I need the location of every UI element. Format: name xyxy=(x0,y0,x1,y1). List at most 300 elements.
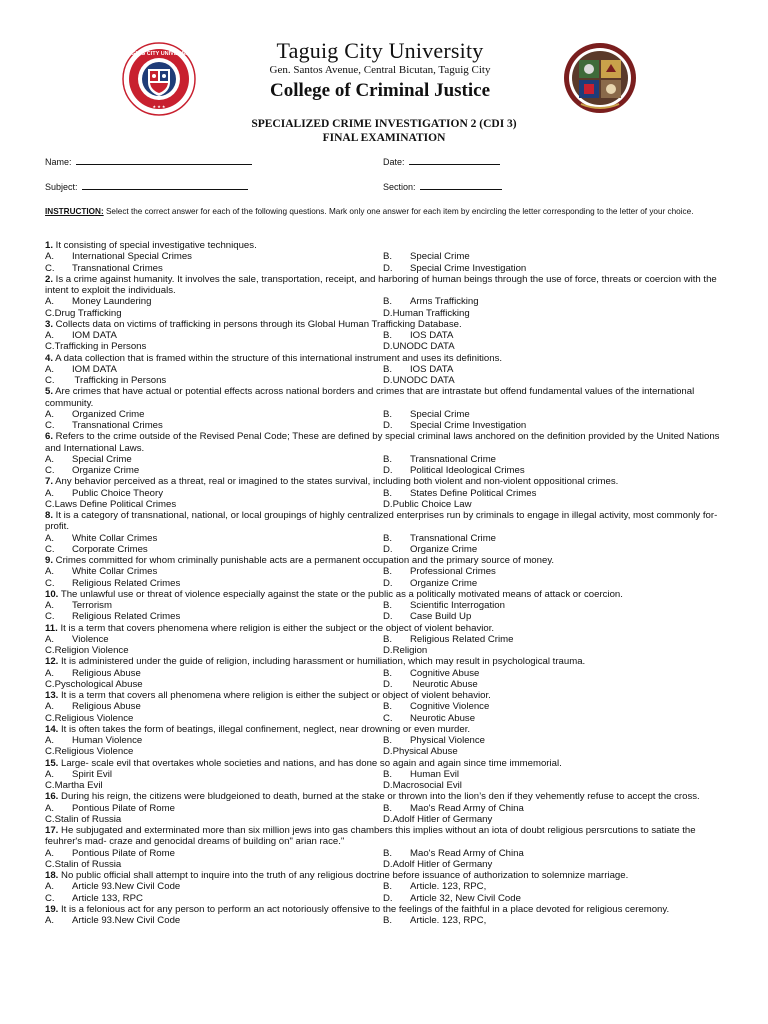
option-letter: A. xyxy=(45,735,55,746)
answer-option[interactable] xyxy=(383,454,721,465)
option-letter: B. xyxy=(383,453,393,465)
option-letter: C. xyxy=(45,678,55,690)
answer-option[interactable] xyxy=(383,488,721,499)
answer-option[interactable] xyxy=(45,533,383,544)
answer-option[interactable] xyxy=(45,375,383,386)
answer-option[interactable] xyxy=(383,600,721,611)
answer-option[interactable] xyxy=(383,611,721,622)
answer-option[interactable] xyxy=(383,735,721,746)
question-text: It is a felonious act for any person to perform an act notoriously offensive to the feelings of the faithful in a place devoted for religious ceremony. xyxy=(58,903,670,915)
question-stem xyxy=(45,555,725,566)
option-letter: B. xyxy=(383,408,393,420)
answer-option[interactable] xyxy=(383,308,721,319)
question-item xyxy=(45,904,725,927)
question-text: Any behavior perceived as a threat, real or imagined to the states survival, including both violent and non-violent oppositional crimes. xyxy=(53,476,619,488)
instruction-paragraph xyxy=(45,207,725,217)
option-label: Spirit Evil xyxy=(72,768,112,780)
answer-option[interactable] xyxy=(45,488,383,499)
option-row xyxy=(45,701,725,712)
option-letter: C. xyxy=(45,712,55,724)
option-letter: C. xyxy=(45,780,55,791)
answer-option[interactable] xyxy=(45,859,383,870)
question-item xyxy=(45,623,725,657)
answer-option[interactable] xyxy=(45,465,383,476)
answer-option[interactable] xyxy=(383,364,721,375)
answer-option[interactable] xyxy=(383,915,721,926)
svg-text:TAGUIG CITY UNIVERSITY: TAGUIG CITY UNIVERSITY xyxy=(124,51,194,57)
question-number: 17. xyxy=(45,825,59,836)
question-number: 19. xyxy=(45,903,59,915)
option-letter: C. xyxy=(45,577,55,589)
option-row xyxy=(45,465,725,476)
question-text: During his reign, the citizens were bludgeioned to death, burned at the stake or thrown into the lion’s den if they vehemently refuse to accept the cross. xyxy=(58,791,700,803)
answer-option[interactable] xyxy=(45,544,383,555)
question-number: 4. xyxy=(45,352,54,364)
answer-option[interactable] xyxy=(383,803,721,814)
option-label: Mao's Read Army of China xyxy=(410,847,524,859)
option-letter: B. xyxy=(383,251,393,263)
answer-option[interactable] xyxy=(45,780,383,791)
option-row xyxy=(45,611,725,622)
option-letter: A. xyxy=(45,802,55,814)
option-label: Organize Crime xyxy=(410,543,478,555)
answer-option[interactable] xyxy=(383,420,721,431)
option-label: Article 93.New Civil Code xyxy=(72,915,181,926)
answer-option[interactable] xyxy=(45,746,383,757)
option-label: Professional Crimes xyxy=(410,566,496,578)
option-row xyxy=(45,499,725,510)
instruction-text: Select the correct answer for each of the following questions. Mark only one answer for each item by encircling the letter corresponding to the letter of your choice. xyxy=(103,207,694,216)
question-text: Collects data on victims of trafficking in persons through its Global Human Trafficking Database. xyxy=(53,318,462,330)
question-number: 3. xyxy=(45,318,54,330)
question-stem xyxy=(45,690,725,701)
option-row xyxy=(45,308,725,319)
option-label: Pontious Pilate of Rome xyxy=(72,847,175,859)
question-text: A data collection that is framed within the structure of this international instrument and uses its definitions. xyxy=(53,352,503,364)
option-row xyxy=(45,341,725,352)
option-label: IOM DATA xyxy=(72,330,117,341)
option-row xyxy=(45,566,725,577)
option-label: Transnational Crimes xyxy=(72,420,163,431)
answer-option[interactable] xyxy=(45,668,383,679)
option-label: Violence xyxy=(72,633,109,645)
subject-blank[interactable] xyxy=(82,180,248,190)
question-stem xyxy=(45,870,725,881)
answer-option[interactable] xyxy=(45,600,383,611)
option-row xyxy=(45,420,725,431)
instruction-lead: INSTRUCTION: xyxy=(45,207,104,216)
option-label: Human Evil xyxy=(410,768,460,780)
answer-option[interactable] xyxy=(383,634,721,645)
option-letter: A. xyxy=(45,768,55,780)
university-address: Gen. Santos Avenue, Central Bicutan, Taguig City xyxy=(269,64,491,76)
answer-option[interactable] xyxy=(45,251,383,262)
option-letter: A. xyxy=(45,532,55,544)
option-letter: D. xyxy=(383,780,393,791)
question-stem xyxy=(45,240,725,251)
answer-option[interactable] xyxy=(45,735,383,746)
option-letter: B. xyxy=(383,881,393,893)
answer-option[interactable] xyxy=(45,566,383,577)
question-stem xyxy=(45,656,725,667)
option-letter: A. xyxy=(45,701,55,713)
option-row xyxy=(45,364,725,375)
college-seal-logo xyxy=(563,42,637,114)
answer-option[interactable] xyxy=(45,454,383,465)
question-text: It consisting of special investigative techniques. xyxy=(53,240,257,251)
question-item xyxy=(45,476,725,510)
option-label: Special Crime Investigation xyxy=(410,420,527,431)
option-label: Transnational Crime xyxy=(410,453,497,465)
answer-option[interactable] xyxy=(383,330,721,341)
option-row xyxy=(45,713,725,724)
question-item xyxy=(45,431,725,476)
option-letter: C. xyxy=(45,420,55,431)
answer-option[interactable] xyxy=(45,341,383,352)
question-stem xyxy=(45,353,725,364)
answer-option[interactable] xyxy=(383,578,721,589)
option-label: Martha Evil xyxy=(54,780,103,791)
option-label: Human Trafficking xyxy=(392,307,470,319)
option-row xyxy=(45,769,725,780)
question-text: Refers to the crime outside of the Revised Penal Code; These are defined by special criminal laws anchored on the definition provided by the United Nations and International Laws. xyxy=(45,431,720,454)
answer-option[interactable] xyxy=(383,881,721,892)
answer-option[interactable] xyxy=(383,375,721,386)
answer-option[interactable] xyxy=(45,893,383,904)
answer-option[interactable] xyxy=(383,679,721,690)
question-number: 14. xyxy=(45,723,59,735)
option-letter: C. xyxy=(45,858,55,870)
option-letter: B. xyxy=(383,735,393,746)
option-label: Article 93.New Civil Code xyxy=(72,881,181,893)
answer-option[interactable] xyxy=(383,263,721,274)
option-row xyxy=(45,454,725,465)
option-letter: A. xyxy=(45,453,55,465)
option-label: Religious Related Crime xyxy=(410,633,514,645)
question-stem xyxy=(45,904,725,915)
answer-option[interactable] xyxy=(383,713,721,724)
date-field-row xyxy=(383,155,500,168)
option-label: Public Choice Theory xyxy=(72,487,164,499)
option-label: Organize Crime xyxy=(410,577,478,589)
question-number: 12. xyxy=(45,656,59,668)
option-row xyxy=(45,645,725,656)
option-letter: A. xyxy=(45,881,55,893)
option-label: IOM DATA xyxy=(72,363,117,375)
option-letter: A. xyxy=(45,915,55,926)
answer-option[interactable] xyxy=(45,296,383,307)
answer-option[interactable] xyxy=(45,499,383,510)
question-stem xyxy=(45,476,725,487)
option-letter: A. xyxy=(45,296,55,308)
question-text: The unlawful use or threat of violence especially against the state or the public as a politically motivated means of attack or coercion. xyxy=(58,588,623,600)
option-label: Organized Crime xyxy=(72,408,145,420)
question-item xyxy=(45,870,725,904)
answer-option[interactable] xyxy=(383,409,721,420)
option-label: Religious Abuse xyxy=(72,701,141,713)
option-label: Transnational Crime xyxy=(410,532,497,544)
answer-option[interactable] xyxy=(383,668,721,679)
question-text: Crimes committed for whom criminally punishable acts are a permanent occupation and the primary source of money. xyxy=(53,555,555,566)
question-item xyxy=(45,656,725,690)
option-letter: D. xyxy=(383,307,393,319)
question-text: It is a term that covers phenomena where religion is either the subject or the object of violent behavior. xyxy=(57,622,495,634)
option-label: Article 133, RPC xyxy=(72,892,143,904)
answer-option[interactable] xyxy=(45,769,383,780)
option-letter: A. xyxy=(45,847,55,859)
question-item xyxy=(45,791,725,825)
question-list xyxy=(45,240,725,926)
answer-option[interactable] xyxy=(45,409,383,420)
answer-option[interactable] xyxy=(45,679,383,690)
question-stem xyxy=(45,510,725,533)
option-label: Public Choice Law xyxy=(392,498,472,510)
option-letter: D. xyxy=(383,465,393,476)
question-item xyxy=(45,724,725,758)
option-label: Religious Abuse xyxy=(72,667,141,679)
answer-option[interactable] xyxy=(45,611,383,622)
option-label: Laws Define Political Crimes xyxy=(54,498,177,510)
option-label: UNODC DATA xyxy=(392,375,455,386)
option-letter: D. xyxy=(383,577,393,589)
answer-option[interactable] xyxy=(45,634,383,645)
option-label: UNODC DATA xyxy=(392,341,455,353)
option-label: Trafficking in Persons xyxy=(72,375,167,386)
answer-option[interactable] xyxy=(45,330,383,341)
question-number: 6. xyxy=(45,431,54,443)
answer-option[interactable] xyxy=(45,364,383,375)
question-item xyxy=(45,589,725,623)
option-letter: B. xyxy=(383,296,393,308)
section-field-row xyxy=(383,180,502,193)
option-row xyxy=(45,668,725,679)
subject-label: Subject: xyxy=(45,182,78,192)
answer-option[interactable] xyxy=(383,465,721,476)
option-label: Transnational Crimes xyxy=(72,262,163,274)
option-label: Mao's Read Army of China xyxy=(410,802,524,814)
option-letter: B. xyxy=(383,847,393,859)
option-row xyxy=(45,296,725,307)
answer-option[interactable] xyxy=(45,803,383,814)
option-row xyxy=(45,488,725,499)
option-label: Adolf Hitler of Germany xyxy=(392,813,493,825)
option-row xyxy=(45,634,725,645)
option-row xyxy=(45,679,725,690)
answer-option[interactable] xyxy=(383,780,721,791)
option-row xyxy=(45,375,725,386)
question-number: 16. xyxy=(45,791,59,803)
question-text: Large- scale evil that overtakes whole societies and nations, and has done so again and again since time immemorial. xyxy=(58,757,562,769)
answer-option[interactable] xyxy=(383,848,721,859)
option-letter: B. xyxy=(383,633,393,645)
date-blank[interactable] xyxy=(409,155,500,165)
answer-option[interactable] xyxy=(383,701,721,712)
option-label: International Special Crimes xyxy=(72,251,192,263)
answer-option[interactable] xyxy=(383,645,721,656)
option-row xyxy=(45,735,725,746)
option-letter: B. xyxy=(383,566,393,578)
answer-option[interactable] xyxy=(383,341,721,352)
subject-field-row xyxy=(45,180,248,193)
option-label: Money Laundering xyxy=(72,296,152,308)
option-letter: C. xyxy=(45,746,55,758)
option-letter: A. xyxy=(45,251,55,263)
option-letter: C. xyxy=(45,645,55,656)
question-text: Is a crime against humanity. It involves the sale, transportation, receipt, and harboring of human beings through the use of force, threats or coercion with the intent to exploit the individuals. xyxy=(45,273,717,296)
option-letter: D. xyxy=(383,746,393,758)
option-letter: A. xyxy=(45,330,55,341)
option-letter: D. xyxy=(383,858,393,870)
answer-option[interactable] xyxy=(45,420,383,431)
answer-option[interactable] xyxy=(45,713,383,724)
question-item xyxy=(45,758,725,792)
question-stem xyxy=(45,825,725,848)
option-letter: C. xyxy=(45,262,55,274)
answer-option[interactable] xyxy=(383,251,721,262)
name-field-row xyxy=(45,155,252,168)
option-letter: B. xyxy=(383,667,393,679)
option-label: Religion xyxy=(392,645,428,656)
option-label: Religious Violence xyxy=(54,746,134,758)
option-label: Special Crime Investigation xyxy=(410,262,527,274)
university-seal-logo xyxy=(122,42,196,116)
option-letter: D. xyxy=(383,420,393,431)
question-stem xyxy=(45,431,725,454)
option-letter: D. xyxy=(383,341,393,353)
option-letter: B. xyxy=(383,487,393,499)
question-item xyxy=(45,353,725,387)
option-label: White Collar Crimes xyxy=(72,532,158,544)
option-label: Trafficking in Persons xyxy=(54,341,147,353)
university-name: Taguig City University xyxy=(276,38,484,63)
answer-option[interactable] xyxy=(383,566,721,577)
option-row xyxy=(45,409,725,420)
answer-option[interactable] xyxy=(45,578,383,589)
option-letter: D. xyxy=(383,813,393,825)
date-label: Date: xyxy=(383,157,405,167)
answer-option[interactable] xyxy=(45,701,383,712)
option-label: Political Ideological Crimes xyxy=(410,465,525,476)
option-row xyxy=(45,848,725,859)
option-letter: C. xyxy=(45,892,55,904)
question-number: 2. xyxy=(45,273,54,285)
college-name: College of Criminal Justice xyxy=(269,80,491,101)
option-letter: C. xyxy=(45,813,55,825)
option-label: Special Crime xyxy=(410,251,470,263)
answer-option[interactable] xyxy=(383,893,721,904)
option-letter: A. xyxy=(45,487,55,499)
option-letter: A. xyxy=(45,408,55,420)
answer-option[interactable] xyxy=(383,769,721,780)
section-blank[interactable] xyxy=(420,180,502,190)
answer-option[interactable] xyxy=(45,263,383,274)
answer-option[interactable] xyxy=(45,308,383,319)
answer-option[interactable] xyxy=(383,859,721,870)
option-letter: D. xyxy=(383,892,393,904)
svg-text:★ ★ ★: ★ ★ ★ xyxy=(152,104,166,109)
option-letter: A. xyxy=(45,667,55,679)
option-label: Organize Crime xyxy=(72,465,140,476)
option-label: Corporate Crimes xyxy=(72,543,148,555)
answer-option[interactable] xyxy=(383,814,721,825)
answer-option[interactable] xyxy=(45,814,383,825)
option-label: Macrosocial Evil xyxy=(392,780,462,791)
option-letter: B. xyxy=(383,600,393,611)
question-item xyxy=(45,386,725,431)
question-number: 10. xyxy=(45,588,59,600)
answer-option[interactable] xyxy=(383,296,721,307)
option-label: Stalin of Russia xyxy=(54,858,122,870)
exam-title-block xyxy=(0,117,768,145)
option-label: Cognitive Abuse xyxy=(410,667,480,679)
option-label: Article. 123, RPC, xyxy=(410,915,487,926)
question-item xyxy=(45,825,725,870)
question-number: 15. xyxy=(45,757,59,769)
option-label: Physical Violence xyxy=(410,735,486,746)
answer-option[interactable] xyxy=(383,746,721,757)
option-row xyxy=(45,915,725,926)
answer-option[interactable] xyxy=(383,533,721,544)
option-label: Adolf Hitler of Germany xyxy=(392,858,493,870)
option-label: Religious Violence xyxy=(54,712,134,724)
option-letter: B. xyxy=(383,768,393,780)
option-label: Neurotic Abuse xyxy=(410,678,478,690)
option-letter: D. xyxy=(383,611,393,623)
option-row xyxy=(45,330,725,341)
answer-option[interactable] xyxy=(45,645,383,656)
question-text: It is a category of transnational, national, or local groupings of highly centralized enterprises run by criminals to engage in illegal activity, most commonly for-profit. xyxy=(45,510,718,533)
option-row xyxy=(45,893,725,904)
name-blank[interactable] xyxy=(76,155,252,165)
option-letter: C. xyxy=(383,712,393,724)
option-letter: C. xyxy=(45,465,55,476)
option-label: Pontious Pilate of Rome xyxy=(72,802,175,814)
option-letter: C. xyxy=(45,375,55,386)
question-item xyxy=(45,274,725,319)
option-letter: A. xyxy=(45,633,55,645)
option-letter: D. xyxy=(383,498,393,510)
section-label: Section: xyxy=(383,182,416,192)
document-header xyxy=(0,38,768,110)
option-letter: B. xyxy=(383,330,393,341)
option-label: Cognitive Violence xyxy=(410,701,490,713)
answer-option[interactable] xyxy=(45,848,383,859)
subject-title: SPECIALIZED CRIME INVESTIGATION 2 (CDI 3) xyxy=(251,118,517,130)
question-stem xyxy=(45,791,725,802)
answer-option[interactable] xyxy=(383,544,721,555)
question-number: 8. xyxy=(45,510,54,521)
question-item xyxy=(45,319,725,353)
question-stem xyxy=(45,623,725,634)
question-item xyxy=(45,510,725,555)
option-label: IOS DATA xyxy=(410,363,454,375)
option-letter: C. xyxy=(45,307,55,319)
option-letter: D. xyxy=(383,645,393,656)
question-number: 9. xyxy=(45,555,54,566)
question-stem xyxy=(45,589,725,600)
question-text: It is administered under the guide of religion, including harassment or humiliation, which may result in psychological trauma. xyxy=(58,656,586,668)
question-number: 13. xyxy=(45,690,59,701)
institution-title-block xyxy=(200,38,560,103)
option-letter: A. xyxy=(45,566,55,578)
answer-option[interactable] xyxy=(383,499,721,510)
question-item xyxy=(45,240,725,274)
option-letter: B. xyxy=(383,802,393,814)
answer-option[interactable] xyxy=(45,915,383,926)
option-letter: B. xyxy=(383,532,393,544)
option-letter: B. xyxy=(383,915,393,926)
answer-option[interactable] xyxy=(45,881,383,892)
